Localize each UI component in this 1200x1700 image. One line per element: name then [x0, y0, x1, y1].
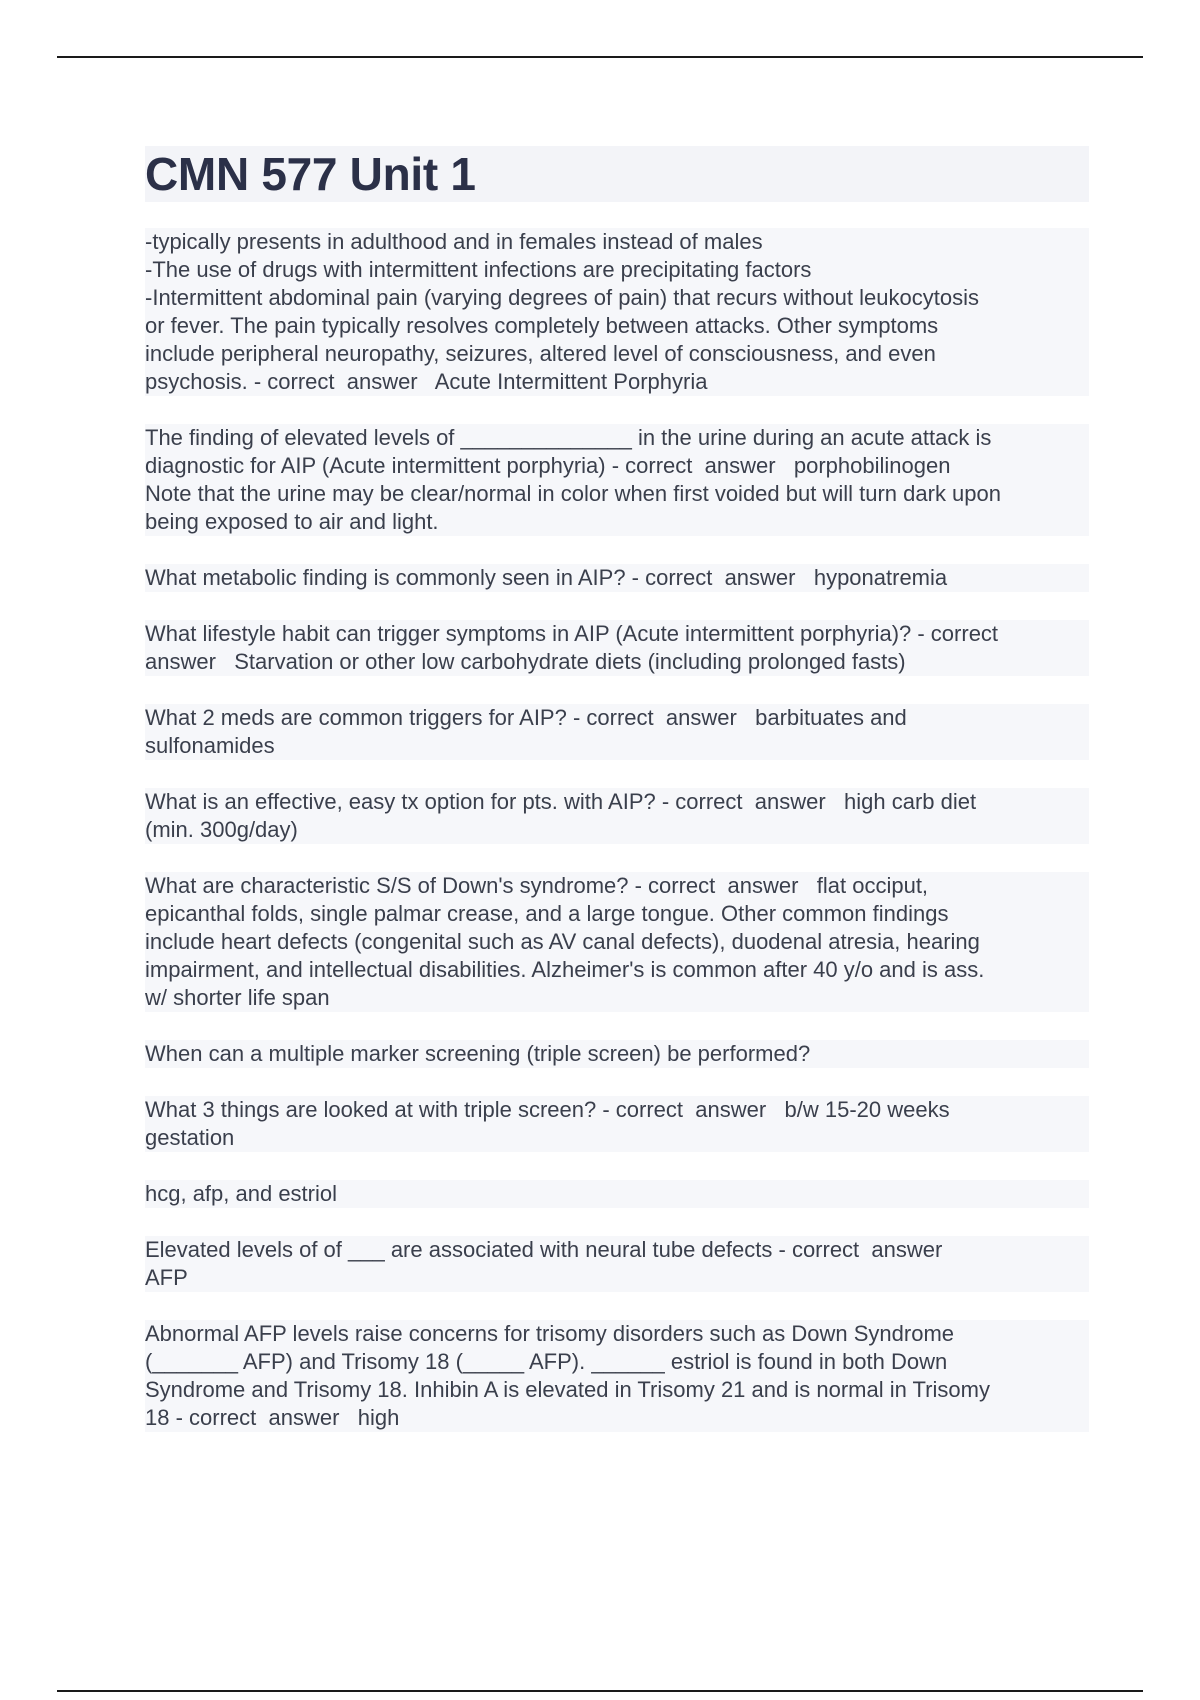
text-line: or fever. The pain typically resolves completely between attacks. Other symptoms — [145, 313, 939, 338]
qa-block — [145, 620, 1089, 676]
qa-block — [145, 228, 1089, 396]
page-title: CMN 577 Unit 1 — [145, 146, 1089, 202]
text-line: -typically presents in adulthood and in females instead of males — [145, 229, 763, 254]
text-line: psychosis. - correct answer Acute Intermittent Porphyria — [145, 369, 708, 394]
qa-block — [145, 1040, 1089, 1068]
qa-block — [145, 788, 1089, 844]
qa-block — [145, 1096, 1089, 1152]
qa-block — [145, 564, 1089, 592]
text-line: 18 - correct answer high — [145, 1405, 400, 1430]
text-line: gestation — [145, 1125, 235, 1150]
text-line: The finding of elevated levels of ______________ in the urine during an acute attack is — [145, 425, 992, 450]
qa-block — [145, 704, 1089, 760]
text-line: What is an effective, easy tx option for pts. with AIP? - correct answer high carb diet — [145, 789, 977, 814]
text-line: What 3 things are looked at with triple screen? - correct answer b/w 15-20 weeks — [145, 1097, 950, 1122]
text-line: include heart defects (congenital such as AV canal defects), duodenal atresia, hearing — [145, 929, 980, 954]
qa-block — [145, 1180, 1089, 1208]
text-line: answer Starvation or other low carbohydrate diets (including prolonged fasts) — [145, 649, 906, 674]
text-line: include peripheral neuropathy, seizures, altered level of consciousness, and even — [145, 341, 936, 366]
text-line: -Intermittent abdominal pain (varying degrees of pain) that recurs without leukocytosis — [145, 285, 979, 310]
qa-block — [145, 1236, 1089, 1292]
text-line: epicanthal folds, single palmar crease, and a large tongue. Other common findings — [145, 901, 949, 926]
text-line: When can a multiple marker screening (triple screen) be performed? — [145, 1041, 811, 1066]
qa-list — [145, 228, 1089, 1432]
qa-block — [145, 424, 1089, 536]
text-line: What 2 meds are common triggers for AIP? - correct answer barbituates and — [145, 705, 907, 730]
text-line: What are characteristic S/S of Down's syndrome? - correct answer flat occiput, — [145, 873, 929, 898]
qa-block — [145, 872, 1089, 1012]
text-line: diagnostic for AIP (Acute intermittent porphyria) - correct answer porphobilinogen — [145, 453, 951, 478]
text-line: hcg, afp, and estriol — [145, 1181, 338, 1206]
text-line: (min. 300g/day) — [145, 817, 298, 842]
text-line: w/ shorter life span — [145, 985, 330, 1010]
bottom-rule — [57, 1690, 1143, 1692]
top-rule — [57, 56, 1143, 58]
text-line: What lifestyle habit can trigger symptoms in AIP (Acute intermittent porphyria)? - correct — [145, 621, 999, 646]
text-line: Elevated levels of of ___ are associated with neural tube defects - correct answer — [145, 1237, 943, 1262]
text-line: impairment, and intellectual disabilities. Alzheimer's is common after 40 y/o and is ass. — [145, 957, 985, 982]
text-line: -The use of drugs with intermittent infections are precipitating factors — [145, 257, 812, 282]
text-line: What metabolic finding is commonly seen in AIP? - correct answer hyponatremia — [145, 565, 948, 590]
text-line: being exposed to air and light. — [145, 509, 439, 534]
document-body — [145, 146, 1089, 1460]
text-line: sulfonamides — [145, 733, 275, 758]
text-line: Abnormal AFP levels raise concerns for trisomy disorders such as Down Syndrome — [145, 1321, 955, 1346]
text-line: (_______ AFP) and Trisomy 18 (_____ AFP). ______ estriol is found in both Down — [145, 1349, 948, 1374]
text-line: AFP — [145, 1265, 188, 1290]
text-line: Syndrome and Trisomy 18. Inhibin A is elevated in Trisomy 21 and is normal in Trisomy — [145, 1377, 990, 1402]
qa-block — [145, 1320, 1089, 1432]
text-line: Note that the urine may be clear/normal in color when first voided but will turn dark upon — [145, 481, 1001, 506]
